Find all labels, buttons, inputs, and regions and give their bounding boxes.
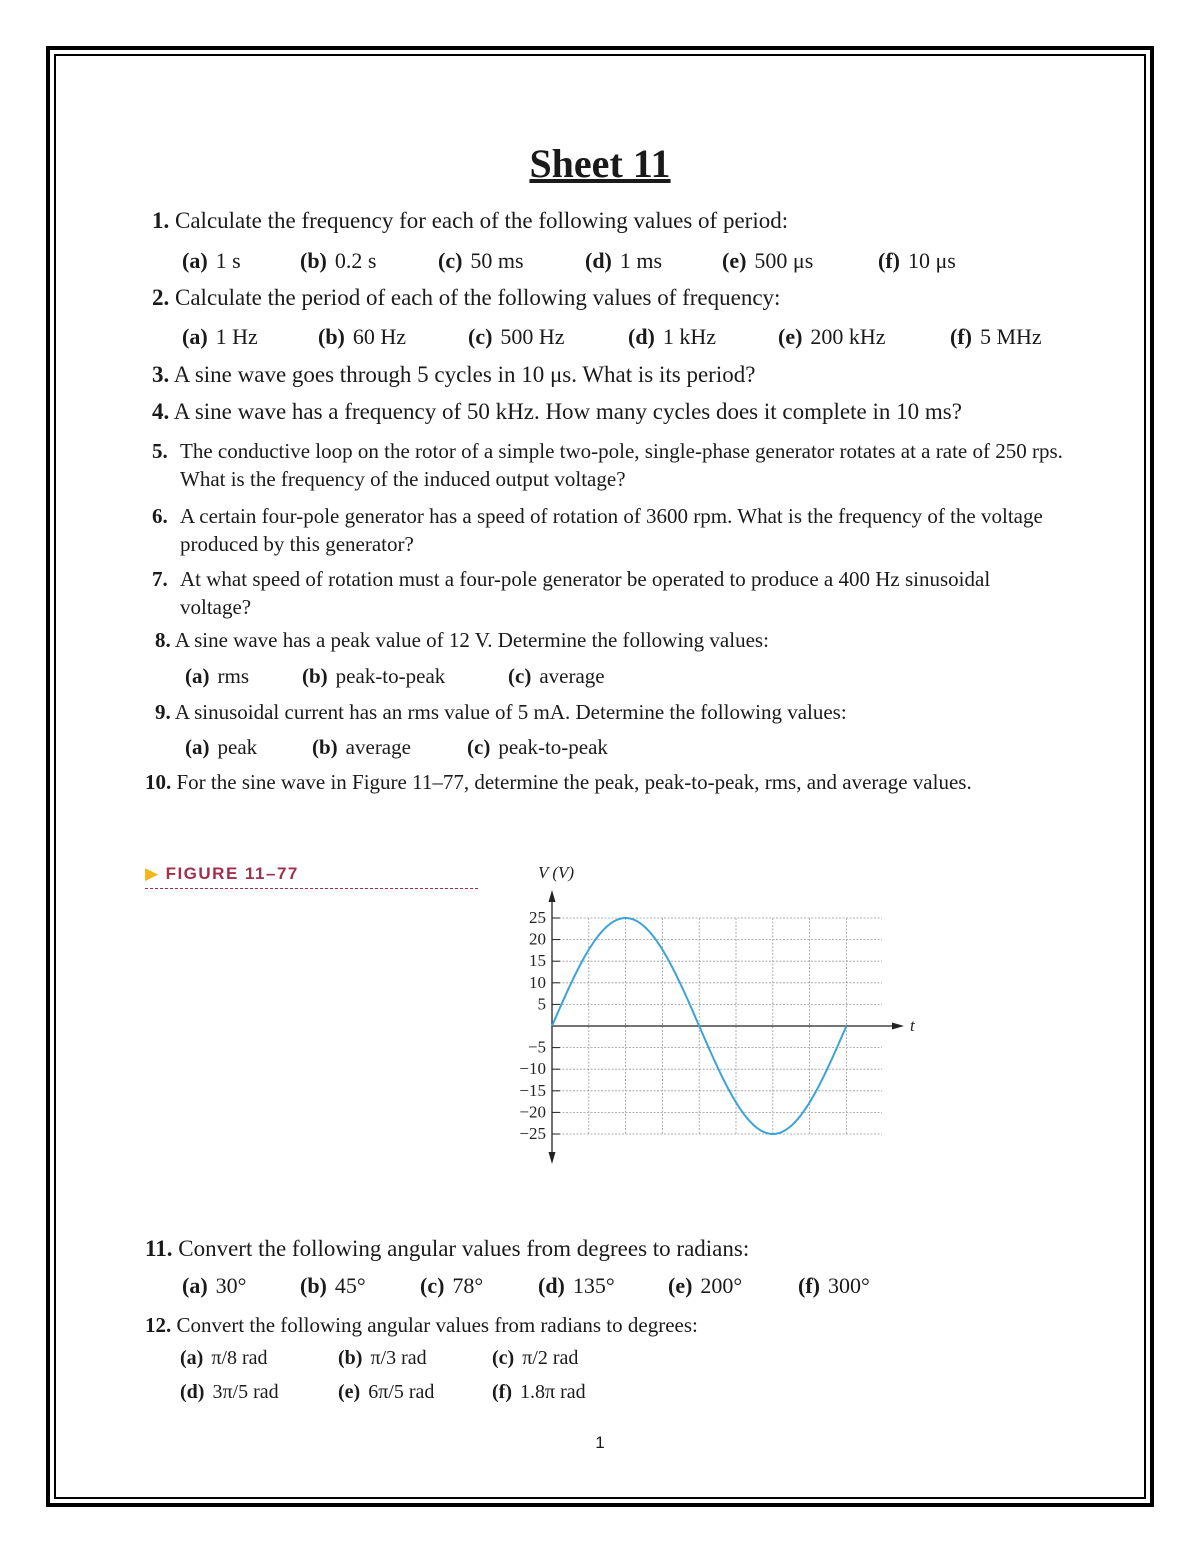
- question-1: [152, 208, 788, 234]
- q12-option-e: (e) 6π/5 rad: [338, 1381, 435, 1403]
- y-tick-label: −5: [527, 1037, 546, 1057]
- q1-option-d: (d) 1 ms: [585, 248, 663, 273]
- x-axis-arrow: [892, 1023, 904, 1030]
- question-4: [152, 399, 962, 425]
- question-11: [145, 1236, 749, 1262]
- question-2: [152, 285, 780, 311]
- question-text: A sinusoidal current has an rms value of 5 mA. Determine the following values:: [174, 700, 847, 724]
- y-tick-label: 15: [529, 951, 546, 971]
- question-12: [145, 1313, 698, 1338]
- q2-option-d: (d) 1 kHz: [628, 324, 717, 349]
- question-text: A certain four-pole generator has a speed of rotation of 3600 rpm. What is the frequency of the voltage produced by this generator?: [180, 504, 1043, 556]
- question-number: 5.: [152, 439, 168, 463]
- y-tick-label: −25: [519, 1124, 546, 1143]
- q8-option-c: (c) average: [508, 664, 605, 688]
- question-number: 10.: [145, 770, 172, 794]
- question-text: Calculate the frequency for each of the following values of period:: [175, 208, 789, 233]
- y-tick-label: 10: [529, 972, 546, 992]
- question-number: 3.: [152, 362, 170, 387]
- question-number: 2.: [152, 285, 170, 310]
- question-text: A sine wave has a frequency of 50 kHz. How many cycles does it complete in 10 ms?: [173, 399, 962, 424]
- question-text: A sine wave has a peak value of 12 V. Determine the following values:: [174, 628, 769, 652]
- question-number: 6.: [152, 504, 168, 528]
- figure-label-underline: [145, 888, 478, 889]
- page-title: Sheet 11: [529, 141, 671, 186]
- y-tick-label: −20: [519, 1102, 546, 1122]
- y-tick-label: −15: [519, 1080, 546, 1100]
- question-8: [155, 628, 769, 653]
- figure-label: [145, 864, 299, 884]
- q12-option-f: (f) 1.8π rad: [492, 1381, 586, 1403]
- y-axis-arrow-up: [549, 890, 556, 902]
- q2-option-c: (c) 500 Hz: [468, 324, 565, 349]
- question-9: [155, 700, 847, 725]
- question-7: [152, 565, 1010, 621]
- question-number: 1.: [152, 208, 170, 233]
- q12-option-a: (a) π/8 rad: [180, 1347, 268, 1369]
- q1-option-b: (b) 0.2 s: [300, 248, 377, 273]
- figure-label-text: FIGURE 11–77: [165, 864, 299, 883]
- q8-option-b: (b) peak-to-peak: [302, 664, 446, 688]
- q1-option-a: (a) 1 s: [182, 248, 241, 273]
- question-text: A sine wave goes through 5 cycles in 10 μs. What is its period?: [173, 362, 756, 387]
- q1-option-c: (c) 50 ms: [438, 248, 524, 273]
- question-number: 7.: [152, 567, 168, 591]
- question-number: 8.: [155, 628, 171, 652]
- triangle-icon: ▶: [145, 864, 160, 883]
- q2-option-e: (e) 200 kHz: [778, 324, 886, 349]
- y-axis-label: V (V): [538, 863, 575, 882]
- q11-option-d: (d) 135°: [538, 1273, 615, 1298]
- question-10: [145, 770, 972, 795]
- q1-option-e: (e) 500 μs: [722, 248, 814, 273]
- question-text: Calculate the period of each of the following values of frequency:: [175, 285, 781, 310]
- sine-wave-chart: [500, 860, 930, 1170]
- q2-option-f: (f) 5 MHz: [950, 324, 1042, 349]
- y-tick-label: 25: [529, 908, 546, 927]
- q12-option-d: (d) 3π/5 rad: [180, 1381, 279, 1403]
- q1-option-f: (f) 10 μs: [878, 248, 956, 273]
- y-tick-label: −10: [519, 1059, 546, 1079]
- question-text: The conductive loop on the rotor of a simple two-pole, single-phase generator rotates at a rate of 250 rps. What is the frequency of the induced output voltage?: [180, 439, 1063, 491]
- question-5: [152, 437, 1080, 493]
- q2-option-a: (a) 1 Hz: [182, 324, 258, 349]
- q11-option-b: (b) 45°: [300, 1273, 366, 1298]
- question-number: 11.: [145, 1236, 173, 1261]
- y-axis-arrow-down: [549, 1152, 556, 1164]
- page-number: 1: [595, 1433, 605, 1452]
- q9-option-c: (c) peak-to-peak: [467, 735, 608, 759]
- q11-option-f: (f) 300°: [798, 1273, 870, 1298]
- question-text: At what speed of rotation must a four-pole generator be operated to produce a 400 Hz sinusoidal voltage?: [180, 567, 991, 619]
- y-tick-label: 5: [537, 994, 546, 1014]
- q9-option-b: (b) average: [312, 735, 411, 759]
- question-number: 9.: [155, 700, 171, 724]
- question-text: Convert the following angular values from radians to degrees:: [176, 1313, 698, 1337]
- y-tick-label: 20: [529, 929, 546, 949]
- q8-option-a: (a) rms: [185, 664, 249, 688]
- q2-option-b: (b) 60 Hz: [318, 324, 407, 349]
- x-axis-label: t: [910, 1016, 915, 1035]
- q11-option-c: (c) 78°: [420, 1273, 484, 1298]
- question-number: 12.: [145, 1313, 172, 1337]
- q11-option-a: (a) 30°: [182, 1273, 247, 1298]
- question-6: [152, 502, 1090, 558]
- q11-option-e: (e) 200°: [668, 1273, 743, 1298]
- q9-option-a: (a) peak: [185, 735, 258, 759]
- question-3: [152, 362, 755, 388]
- q12-option-c: (c) π/2 rad: [492, 1347, 579, 1369]
- question-text: For the sine wave in Figure 11–77, determine the peak, peak-to-peak, rms, and average values.: [176, 770, 972, 794]
- question-text: Convert the following angular values from degrees to radians:: [178, 1236, 750, 1261]
- q12-option-b: (b) π/3 rad: [338, 1347, 427, 1369]
- question-number: 4.: [152, 399, 170, 424]
